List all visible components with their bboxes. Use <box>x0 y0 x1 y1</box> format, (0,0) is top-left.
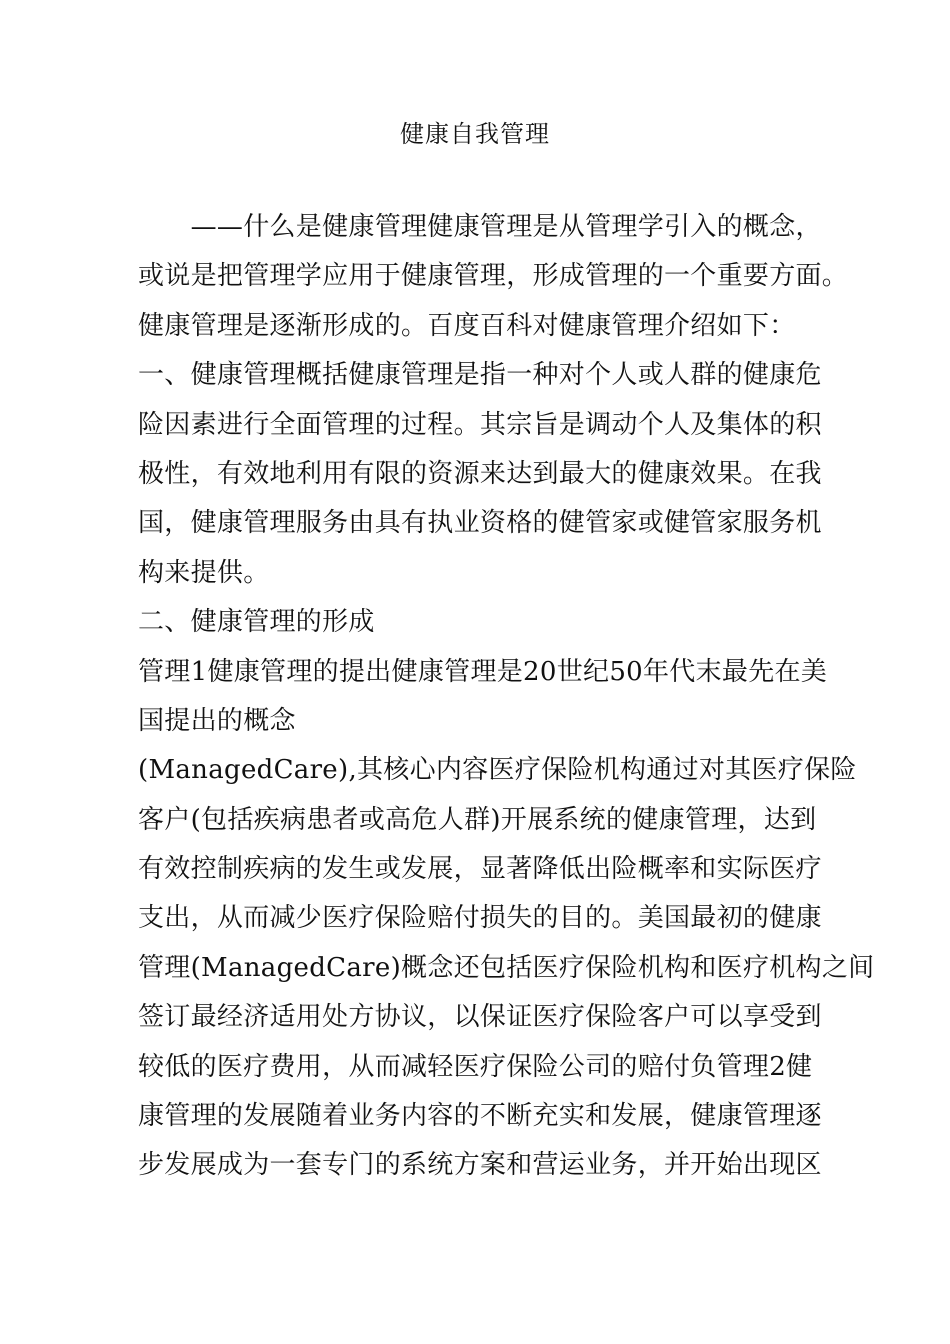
body-line: 极性，有效地利用有限的资源来达到最大的健康效果。在我 <box>138 458 822 489</box>
body-line: 二、健康管理的形成 <box>138 607 375 638</box>
body-line: 客户(包括疾病患者或高危人群)开展系统的健康管理，达到 <box>138 804 817 835</box>
body-line: ——什么是健康管理健康管理是从管理学引入的概念， <box>138 212 822 242</box>
body-line: 支出，从而减少医疗保险赔付损失的目的。美国最初的健康 <box>138 903 822 934</box>
body-line: 有效控制疾病的发生或发展，显著降低出险概率和实际医疗 <box>138 854 822 885</box>
body-line: 康管理的发展随着业务内容的不断充实和发展，健康管理逐 <box>138 1101 822 1132</box>
body-line: 或说是把管理学应用于健康管理，形成管理的一个重要方面。 <box>138 261 849 292</box>
document-body <box>138 203 875 1191</box>
body-line: 一、健康管理概括健康管理是指一种对个人或人群的健康危 <box>138 360 822 391</box>
body-line: 国，健康管理服务由具有执业资格的健管家或健管家服务机 <box>138 508 822 539</box>
body-line: 构来提供。 <box>138 557 270 588</box>
body-line: (ManagedCare),其核心内容医疗保险机构通过对其医疗保险 <box>138 755 857 786</box>
body-line: 较低的医疗费用，从而减轻医疗保险公司的赔付负管理2健 <box>138 1051 813 1082</box>
body-line: 国提出的概念 <box>138 705 296 736</box>
body-line: 健康管理是逐渐形成的。百度百科对健康管理介绍如下： <box>138 310 796 341</box>
body-line: 步发展成为一套专门的系统方案和营运业务，并开始出现区 <box>138 1150 822 1181</box>
document-title: 健康自我管理 <box>400 120 550 148</box>
body-line: 签订最经济适用处方协议，以保证医疗保险客户可以享受到 <box>138 1002 822 1033</box>
body-line: 管理1健康管理的提出健康管理是20世纪50年代末最先在美 <box>138 656 828 687</box>
body-line: 险因素进行全面管理的过程。其宗旨是调动个人及集体的积 <box>138 409 822 440</box>
body-line: 管理(ManagedCare)概念还包括医疗保险机构和医疗机构之间 <box>138 952 875 983</box>
